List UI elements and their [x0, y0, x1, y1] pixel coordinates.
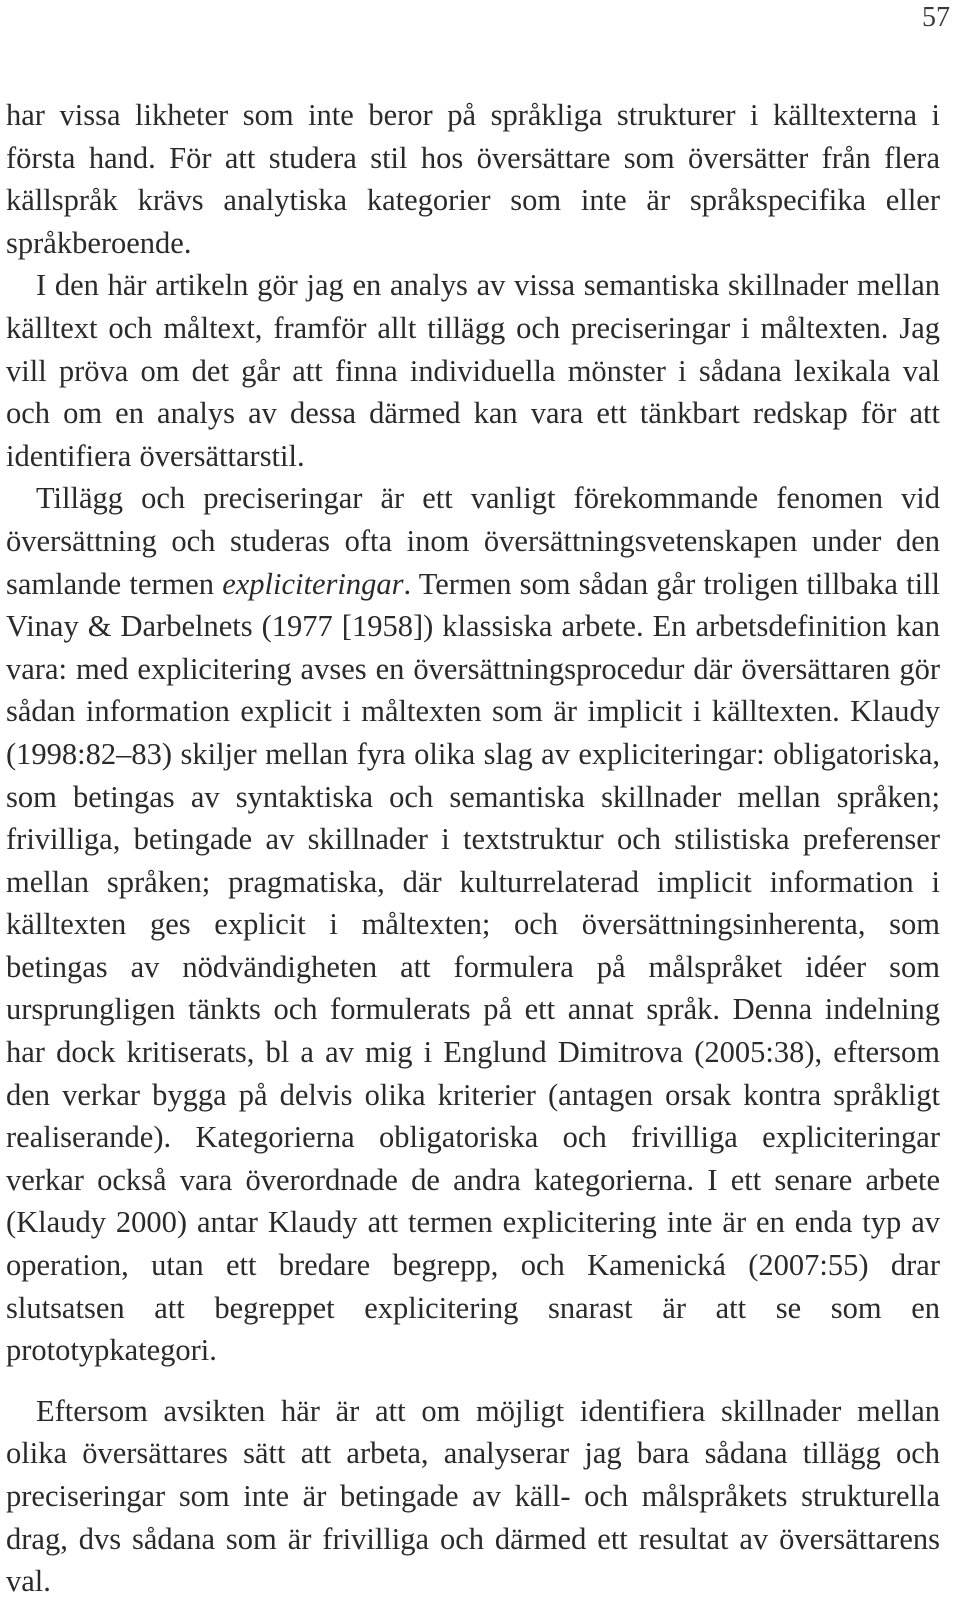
page-number: 57 [922, 2, 950, 33]
paragraph-2: I den här artikeln gör jag en analys av vissa semantiska skillnader mellan källtext och måltext, framför allt tillägg och preciseringar i måltexten. Jag vill pröva om det går att finna individuella mönster i sådana lexikala val och om en analys av dessa därmed kan vara ett tänkbart redskap för att identifiera översättarstil. [6, 268, 940, 473]
paragraph-3-emphasis-term: expliciteringar [222, 566, 404, 601]
paragraph-3-text-before: Tillägg och preciseringar är ett vanligt förekommande fenomen vid översättning och studeras ofta inom översättningsvetenskapen under den samlande termen [6, 481, 940, 601]
paragraph-3 [6, 477, 940, 1371]
paragraph-3-text-after: . Termen som sådan går troligen tillbaka till Vinay & Darbelnets (1977 [1958]) klassiska arbete. En arbetsdefinition kan vara: med explicitering avses en översättningsprocedur där översättaren gör sådan information explicit i måltexten som är implicit i källtexten. Klaudy (1998:82–83) skiljer mellan fyra olika slag av expliciteringar: obligatoriska, som betingas av syntaktiska och semantiska skillnader mellan språken; frivilliga, betingade av skillnader i textstruktur och stilistiska preferenser mellan språken; pragmatiska, där kulturrelaterad implicit information i källtexten ges explicit i måltexten; och översättningsinherenta, som betingas av nödvändigheten att formulera på målspråket idéer som ursprungligen tänkts och formulerats på ett annat språk. Denna indelning har dock kritiserats, bl a av mig i Englund Dimitrova (2005:38), eftersom den verkar bygga på delvis olika kriterier (antagen orsak kontra språkligt realiserande). Kategorierna obligatoriska och frivilliga expliciteringar verkar också vara överordnade de andra kategorierna. I ett senare arbete (Klaudy 2000) antar Klaudy att termen explicitering inte är en enda typ av operation, utan ett bredare begrepp, och Kamenická (2007:55) drar slutsatsen att begreppet explicitering snarast är att se som en prototypkategori. [6, 566, 941, 1368]
paragraph-4: Eftersom avsikten här är att om möjligt identifiera skillnader mellan olika översättares sätt att arbeta, analyserar jag bara sådana tillägg och preciseringar som inte är betingade av käll- och målspråkets strukturella drag, dvs sådana som är frivilliga och därmed ett resultat av översättarens val. [6, 1393, 940, 1599]
paragraph-1: har vissa likheter som inte beror på språkliga strukturer i källtexterna i första hand. För att studera stil hos översättare som översätter från flera källspråk krävs analytiska kategorier som inte är språkspecifika eller språkberoende. [6, 98, 940, 260]
